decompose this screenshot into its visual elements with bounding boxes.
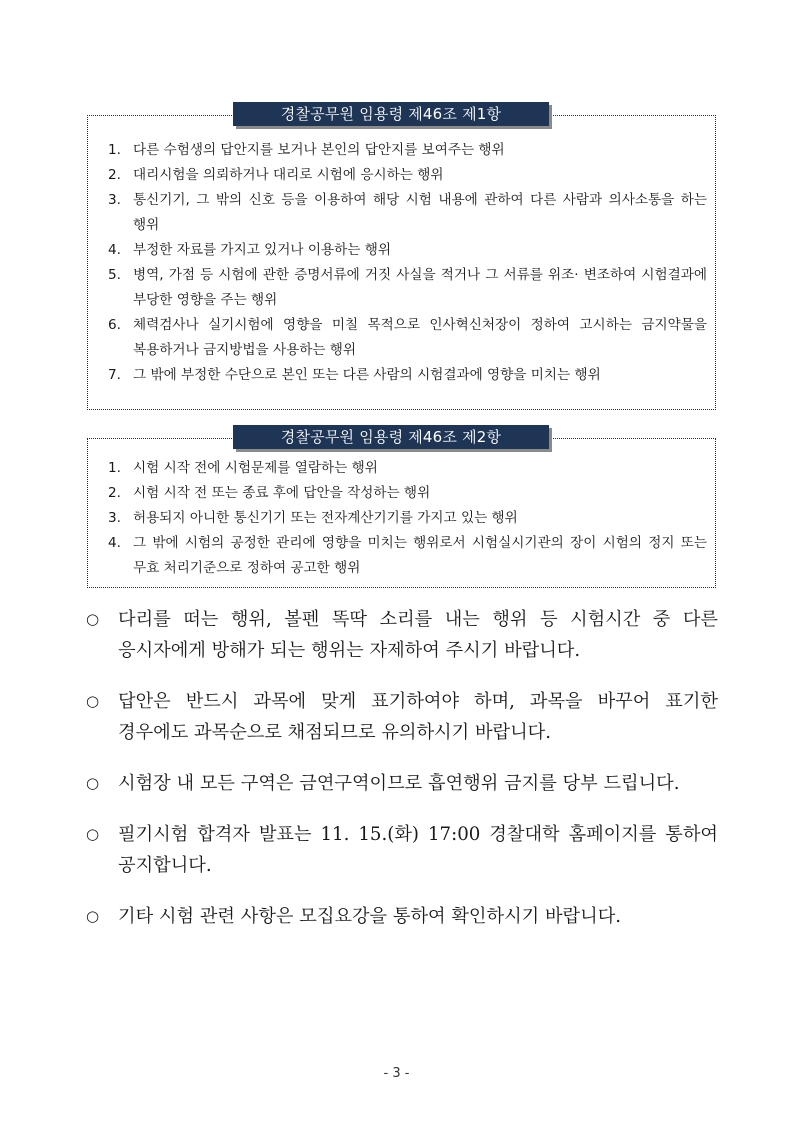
item-number: 7. [108, 367, 121, 383]
section2-list [108, 456, 707, 581]
list-item [108, 363, 707, 388]
notice-text: 다리를 떠는 행위, 볼펜 똑딱 소리를 내는 행위 등 시험시간 중 다른 응시자에게 방해가 되는 행위는 자제하여 주시기 바랍니다. [118, 609, 718, 661]
section2-box [87, 438, 716, 588]
list-item [108, 163, 707, 188]
bullet-icon: ○ [86, 692, 100, 710]
list-item [108, 456, 707, 481]
item-number: 3. [108, 510, 121, 526]
section1-box [87, 115, 716, 410]
notice-list [86, 604, 718, 952]
bullet-icon: ○ [86, 907, 100, 925]
section1-title: 경찰공무원 임용령 제46조 제1항 [233, 102, 549, 126]
list-item [108, 531, 707, 581]
notice-text: 답안은 반드시 과목에 맞게 표기하여야 하며, 과목을 바꾸어 표기한 경우에도 과목순으로 채점되므로 유의하시기 바랍니다. [118, 691, 718, 743]
notice-item [86, 901, 718, 932]
item-number: 1. [108, 460, 121, 476]
item-text: 다른 수험생의 답안지를 보거나 본인의 답안지를 보여주는 행위 [133, 142, 505, 158]
list-item [108, 481, 707, 506]
page-number: - 3 - [383, 1066, 410, 1081]
item-number: 4. [108, 242, 121, 258]
item-number: 6. [108, 317, 121, 333]
item-text: 그 밖에 부정한 수단으로 본인 또는 다른 사람의 시험결과에 영향을 미치는 행위 [133, 367, 601, 383]
item-text: 그 밖에 시험의 공정한 관리에 영향을 미치는 행위로서 시험실시기관의 장이 시험의 정지 또는 무효 처리기준으로 정하여 공고한 행위 [133, 535, 707, 576]
list-item [108, 313, 707, 363]
item-text: 병역, 가점 등 시험에 관한 증명서류에 거짓 사실을 적거나 그 서류를 위조· 변조하여 시험결과에 부당한 영향을 주는 행위 [133, 267, 707, 308]
bullet-icon: ○ [86, 610, 100, 628]
item-text: 허용되지 아니한 통신기기 또는 전자계산기기를 가지고 있는 행위 [133, 510, 518, 526]
item-text: 부정한 자료를 가지고 있거나 이용하는 행위 [133, 242, 391, 258]
section1-list [108, 138, 707, 388]
notice-item [86, 768, 718, 799]
item-text: 통신기기, 그 밖의 신호 등을 이용하여 해당 시험 내용에 관하여 다른 사람과 의사소통을 하는 행위 [133, 192, 707, 233]
item-number: 2. [108, 485, 121, 501]
item-number: 4. [108, 535, 121, 551]
list-item [108, 238, 707, 263]
list-item [108, 263, 707, 313]
bullet-icon: ○ [86, 825, 100, 843]
item-number: 3. [108, 192, 121, 208]
notice-text: 필기시험 합격자 발표는 11. 15.(화) 17:00 경찰대학 홈페이지를 통하여 공지합니다. [118, 824, 718, 876]
notice-item [86, 686, 718, 748]
item-text: 시험 시작 전에 시험문제를 열람하는 행위 [133, 460, 378, 476]
notice-item [86, 819, 718, 881]
item-text: 체력검사나 실기시험에 영향을 미칠 목적으로 인사혁신처장이 정하여 고시하는 금지약물을 복용하거나 금지방법을 사용하는 행위 [133, 317, 707, 358]
item-number: 1. [108, 142, 121, 158]
item-text: 대리시험을 의뢰하거나 대리로 시험에 응시하는 행위 [133, 167, 444, 183]
bullet-icon: ○ [86, 774, 100, 792]
notice-item [86, 604, 718, 666]
notice-text: 기타 시험 관련 사항은 모집요강을 통하여 확인하시기 바랍니다. [118, 906, 622, 927]
list-item [108, 138, 707, 163]
item-number: 5. [108, 267, 121, 283]
notice-text: 시험장 내 모든 구역은 금연구역이므로 흡연행위 금지를 당부 드립니다. [118, 773, 680, 794]
list-item [108, 506, 707, 531]
item-number: 2. [108, 167, 121, 183]
list-item [108, 188, 707, 238]
section2-title: 경찰공무원 임용령 제46조 제2항 [233, 425, 549, 449]
item-text: 시험 시작 전 또는 종료 후에 답안을 작성하는 행위 [133, 485, 431, 501]
